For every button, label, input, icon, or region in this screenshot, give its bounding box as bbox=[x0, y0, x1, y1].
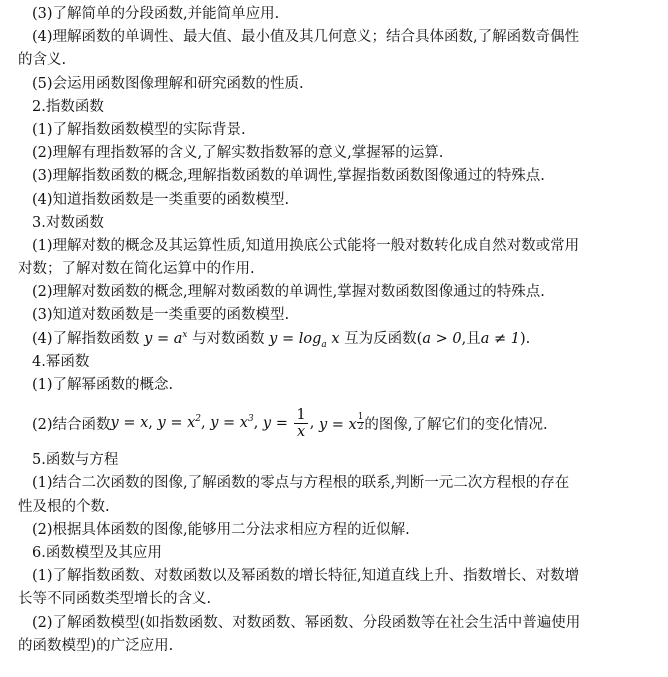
and-text: ,且 bbox=[461, 330, 481, 347]
func-1: y = x bbox=[110, 415, 149, 432]
text-line: (2)了解函数模型(如指数函数、对数函数、幂函数、分段函数等在社会生活中普遍使用 bbox=[32, 614, 581, 631]
exponent-fraction: $\frac{1}{2}$ bbox=[357, 412, 364, 433]
exp-formula: $y = a^x$ bbox=[144, 329, 188, 347]
text-line: 长等不同函数类型增长的含义. bbox=[18, 591, 212, 608]
fraction: $\frac{1}{x}$ bbox=[296, 406, 306, 440]
text-line: (5)会运用函数图像理解和研究函数的性质. bbox=[32, 75, 304, 92]
text-line-with-math: (2)结合函数 y = x , $y = x^2$ , $y = x^3$ , y = $\frac{1}{x}$ , y = x $\frac{1}{2}$ 的图像,了解它们的变化情况. bbox=[32, 406, 548, 440]
text-line: (2)理解有理指数幂的含义,了解实数指数幂的意义,掌握幂的运算. bbox=[32, 145, 444, 162]
text-line: 的函数模型)的广泛应用. bbox=[18, 637, 174, 654]
section-heading: 3.对数函数 bbox=[32, 214, 104, 231]
text-line: 的含义. bbox=[18, 52, 67, 69]
text-line: 对数；了解对数在简化运算中的作用. bbox=[18, 261, 255, 278]
section-heading: 5.函数与方程 bbox=[32, 452, 119, 469]
text-line: (4)理解函数的单调性、最大值、最小值及其几何意义；结合具体函数,了解函数奇偶性 bbox=[32, 29, 580, 46]
line-prefix: (4)了解指数函数 bbox=[32, 330, 140, 347]
text-line: (2)根据具体函数的图像,能够用二分法求相应方程的近似解. bbox=[32, 521, 410, 538]
text-line: (1)了解指数函数模型的实际背景. bbox=[32, 121, 246, 138]
log-formula: $y = \log_a x$ bbox=[269, 330, 340, 350]
line-mid: 与对数函数 bbox=[192, 330, 265, 347]
text-line: (2)理解对数函数的概念,理解对数函数的单调性,掌握对数函数图像通过的特殊点. bbox=[32, 284, 545, 301]
text-line: (3)知道对数函数是一类重要的函数模型. bbox=[32, 307, 290, 324]
text-line: (4)知道指数函数是一类重要的函数模型. bbox=[32, 191, 290, 208]
text-line: (1)理解对数的概念及其运算性质,知道用换底公式能将一般对数转化成自然对数或常用 bbox=[32, 237, 580, 254]
line-mid2: 互为反函数( bbox=[344, 330, 423, 347]
func-3: $y = x^3$ bbox=[210, 414, 254, 432]
text-line: (3)理解指数函数的概念,理解指数函数的单调性,掌握指数函数图像通过的特殊点. bbox=[32, 168, 545, 185]
condition-1: a > 0 bbox=[422, 330, 462, 347]
line-suffix: ). bbox=[519, 330, 531, 347]
condition-2: a ≠ 1 bbox=[480, 330, 520, 347]
func-2: $y = x^2$ bbox=[157, 414, 201, 432]
section-heading: 6.函数模型及其应用 bbox=[32, 544, 162, 561]
text-line-with-math bbox=[18, 328, 660, 351]
func-4: y = $\frac{1}{x}$ bbox=[262, 406, 306, 440]
section-heading: 2.指数函数 bbox=[32, 98, 104, 115]
text-line: 性及根的个数. bbox=[18, 498, 110, 515]
line-suffix: 的图像,了解它们的变化情况. bbox=[364, 416, 548, 433]
func-5: y = x $\frac{1}{2}$ bbox=[318, 412, 364, 434]
text-line: (1)了解指数函数、对数函数以及幂函数的增长特征,知道直线上升、指数增长、对数增 bbox=[32, 568, 580, 585]
section-heading: 4.幂函数 bbox=[32, 353, 90, 370]
text-line: (1)了解幂函数的概念. bbox=[32, 377, 174, 393]
text-line: (1)结合二次函数的图像,了解函数的零点与方程根的联系,判断一元二次方程根的存在 bbox=[32, 475, 570, 492]
text-line: (3)了解简单的分段函数,并能简单应用. bbox=[32, 6, 280, 22]
line-prefix: (2)结合函数 bbox=[32, 416, 111, 433]
